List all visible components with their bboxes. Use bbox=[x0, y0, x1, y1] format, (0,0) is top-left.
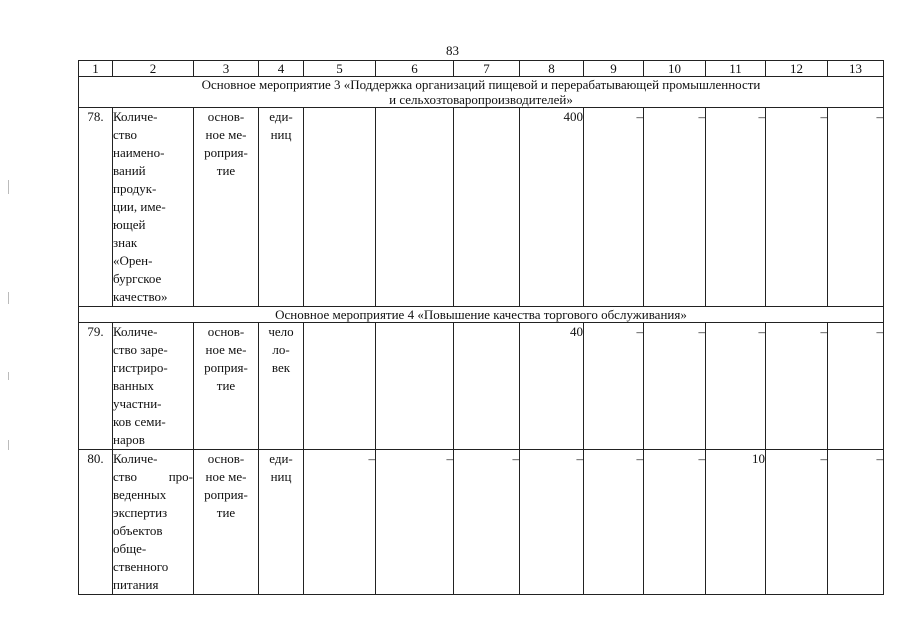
column-header: 6 bbox=[376, 61, 454, 77]
cell-text-line: питания bbox=[113, 577, 159, 592]
page-number: 83 bbox=[446, 43, 459, 58]
cell-text-line: Количе- bbox=[113, 324, 158, 339]
cell-text-line: бургское bbox=[113, 271, 162, 286]
indicators-table bbox=[78, 60, 884, 595]
unit-of-measure bbox=[259, 108, 304, 307]
cell-text-line: «Орен- bbox=[113, 253, 153, 268]
scan-margin-mark bbox=[8, 180, 9, 194]
scan-margin-mark bbox=[8, 372, 9, 380]
cell-text-line: еди- bbox=[269, 451, 293, 466]
cell-text-line: ственного bbox=[113, 559, 169, 574]
indicator-name bbox=[113, 450, 194, 595]
indicator-type bbox=[194, 108, 259, 307]
value-cell: 10 bbox=[706, 450, 766, 595]
cell-text-line: ное ме- bbox=[205, 469, 247, 484]
column-header: 4 bbox=[259, 61, 304, 77]
cell-text-line: знак bbox=[113, 235, 138, 250]
value-cell: – bbox=[584, 450, 644, 595]
value-cell bbox=[304, 323, 376, 450]
cell-text-line: ное ме- bbox=[205, 342, 247, 357]
indicator-type bbox=[194, 450, 259, 595]
cell-text-line: наимено- bbox=[113, 145, 165, 160]
indicator-name bbox=[113, 108, 194, 307]
value-cell: – bbox=[454, 450, 520, 595]
cell-text-line: основ- bbox=[207, 324, 245, 339]
table-row-80 bbox=[79, 450, 884, 595]
cell-text-line: ванных bbox=[113, 378, 154, 393]
cell-text-line: роприя- bbox=[204, 360, 248, 375]
value-cell: – bbox=[584, 323, 644, 450]
cell-text-line: ство заре- bbox=[113, 342, 168, 357]
row-number: 80. bbox=[79, 450, 113, 595]
cell-text-line: гистриро- bbox=[113, 360, 168, 375]
cell-text-line: роприя- bbox=[204, 487, 248, 502]
section-row-4 bbox=[79, 307, 884, 323]
cell-text-line: тие bbox=[216, 163, 236, 178]
value-cell: – bbox=[644, 323, 706, 450]
value-cell: – bbox=[584, 108, 644, 307]
cell-text-line: основ- bbox=[207, 109, 245, 124]
cell-text-line: ции, име- bbox=[113, 199, 166, 214]
value-cell: – bbox=[828, 108, 884, 307]
value-cell bbox=[304, 108, 376, 307]
column-header: 3 bbox=[194, 61, 259, 77]
section-title-line: Основное мероприятие 4 «Повышение качества торгового обслуживания» bbox=[275, 307, 687, 322]
scan-margin-mark bbox=[8, 292, 9, 304]
cell-text-line: объектов bbox=[113, 523, 163, 538]
value-cell: – bbox=[644, 108, 706, 307]
section-title bbox=[79, 307, 884, 323]
section-row-3 bbox=[79, 77, 884, 108]
cell-text-line: век bbox=[271, 360, 291, 375]
cell-text-line: обще- bbox=[113, 541, 147, 556]
cell-text-line: ло- bbox=[272, 342, 290, 357]
cell-text-line: ков семи- bbox=[113, 414, 166, 429]
value-cell: – bbox=[376, 450, 454, 595]
cell-text-line: наров bbox=[113, 432, 145, 447]
section-title bbox=[79, 77, 884, 108]
column-header: 8 bbox=[520, 61, 584, 77]
value-cell bbox=[376, 108, 454, 307]
indicator-name bbox=[113, 323, 194, 450]
cell-text-line: ство про- bbox=[113, 469, 193, 484]
cell-text-line: чело bbox=[268, 324, 294, 339]
value-cell: – bbox=[706, 108, 766, 307]
section-title-line: Основное мероприятие 3 «Поддержка организаций пищевой и перерабатывающей промышленности bbox=[201, 77, 761, 92]
column-header: 9 bbox=[584, 61, 644, 77]
value-cell: – bbox=[766, 450, 828, 595]
column-header: 1 bbox=[79, 61, 113, 77]
cell-text-line: качество» bbox=[113, 289, 168, 304]
column-number-row bbox=[79, 61, 884, 77]
cell-text-line: экспертиз bbox=[113, 505, 168, 520]
value-cell bbox=[454, 323, 520, 450]
column-header: 12 bbox=[766, 61, 828, 77]
column-header: 11 bbox=[706, 61, 766, 77]
value-cell: – bbox=[766, 323, 828, 450]
value-cell: – bbox=[304, 450, 376, 595]
value-cell bbox=[454, 108, 520, 307]
cell-text-line: тие bbox=[216, 378, 236, 393]
value-cell: – bbox=[828, 323, 884, 450]
column-header: 5 bbox=[304, 61, 376, 77]
cell-text-line: ваний bbox=[113, 163, 146, 178]
cell-text-line: ное ме- bbox=[205, 127, 247, 142]
cell-text-line: Количе- bbox=[113, 109, 158, 124]
column-header: 10 bbox=[644, 61, 706, 77]
value-cell: 40 bbox=[520, 323, 584, 450]
unit-of-measure bbox=[259, 450, 304, 595]
row-number: 78. bbox=[79, 108, 113, 307]
cell-text-line: участни- bbox=[113, 396, 162, 411]
value-cell: – bbox=[520, 450, 584, 595]
column-header: 13 bbox=[828, 61, 884, 77]
cell-text-line: ство bbox=[113, 127, 138, 142]
cell-text-line: ниц bbox=[270, 127, 292, 142]
indicator-type bbox=[194, 323, 259, 450]
cell-text-line: еди- bbox=[269, 109, 293, 124]
cell-text-line: ющей bbox=[113, 217, 146, 232]
scan-margin-mark bbox=[8, 440, 9, 450]
value-cell: – bbox=[828, 450, 884, 595]
unit-of-measure bbox=[259, 323, 304, 450]
cell-text-line: продук- bbox=[113, 181, 157, 196]
table-row-78 bbox=[79, 108, 884, 307]
cell-text-line: роприя- bbox=[204, 145, 248, 160]
value-cell: – bbox=[766, 108, 828, 307]
cell-text-line: ниц bbox=[270, 469, 292, 484]
column-header: 2 bbox=[113, 61, 194, 77]
value-cell bbox=[376, 323, 454, 450]
value-cell: – bbox=[644, 450, 706, 595]
cell-text-line: основ- bbox=[207, 451, 245, 466]
section-title-line: и сельхозтоваропроизводителей» bbox=[389, 92, 573, 107]
value-cell: – bbox=[706, 323, 766, 450]
row-number: 79. bbox=[79, 323, 113, 450]
cell-text-line: тие bbox=[216, 505, 236, 520]
column-header: 7 bbox=[454, 61, 520, 77]
cell-text-line: Количе- bbox=[113, 451, 158, 466]
table-row-79 bbox=[79, 323, 884, 450]
cell-text-line: веденных bbox=[113, 487, 167, 502]
value-cell: 400 bbox=[520, 108, 584, 307]
